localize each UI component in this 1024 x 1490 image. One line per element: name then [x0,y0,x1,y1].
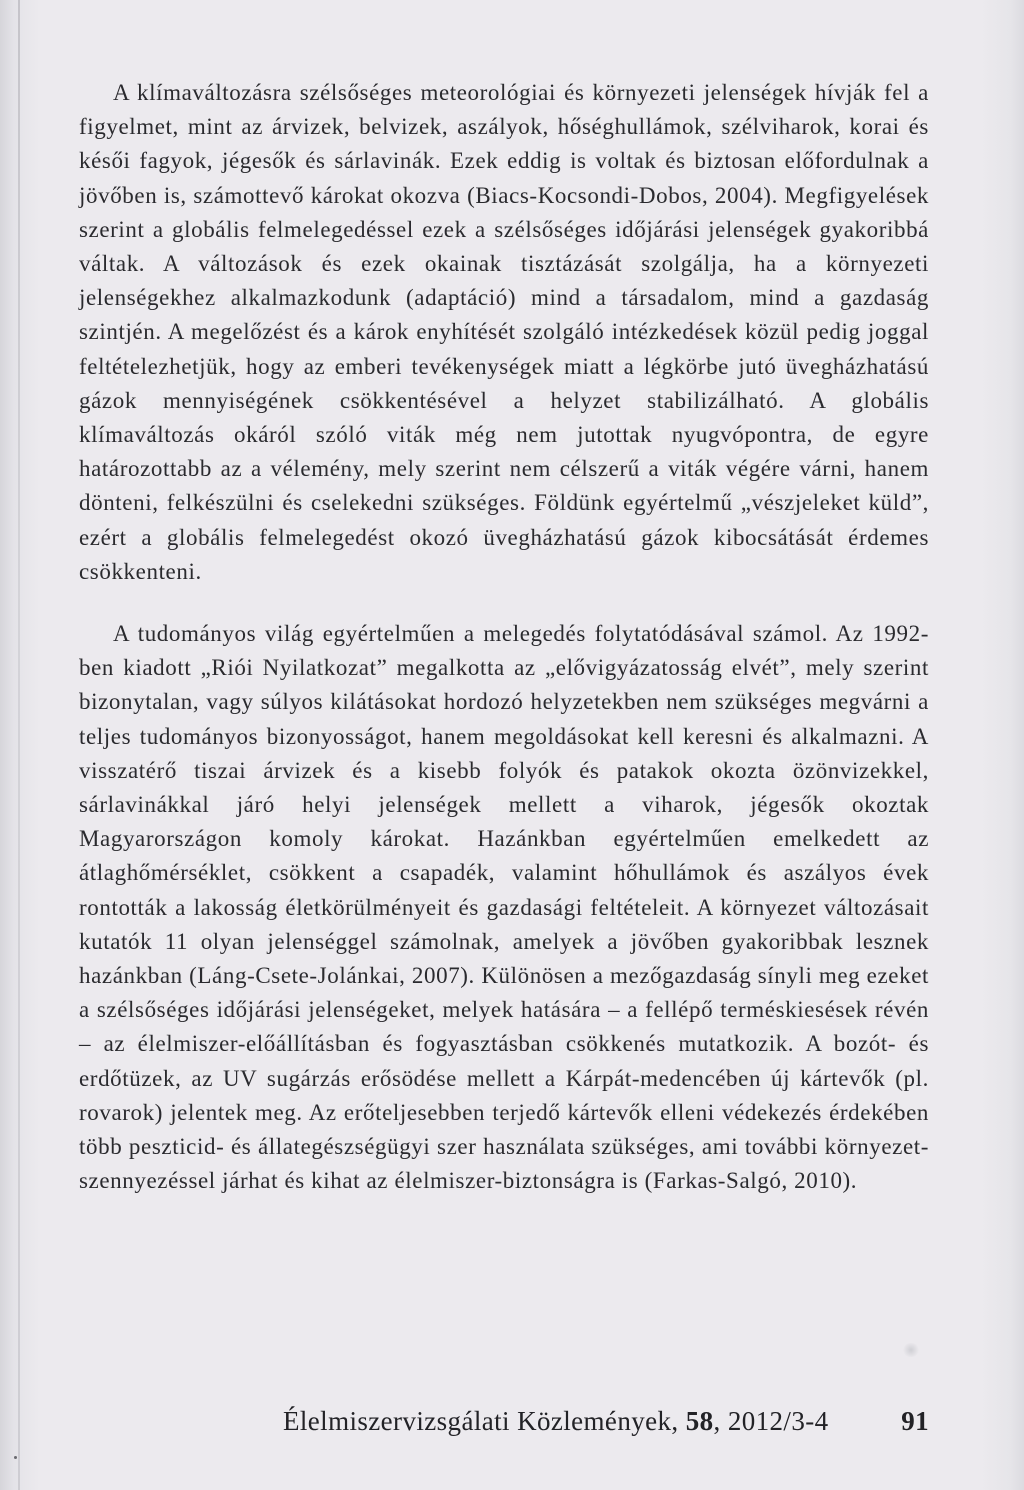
page-footer [283,1406,929,1446]
journal-name: Élelmiszervizsgálati Közlemények, [283,1406,679,1436]
footer-citation [283,1406,829,1437]
page-number: 91 [901,1406,929,1436]
paper-smudge [902,1343,920,1357]
paragraph-1: A klímaváltozásra szélsőséges meteorológiai és környezeti jelenségek hívják fel a figyelmet, mint az árvizek, belvizek, aszályok, hőséghullámok, szélviharok, korai és késői fagyok, jégesők és sárlavinák. Ezek eddig is voltak és biztosan előfordulnak a jövőben is, számottevő károkat okozva (Biacs-Kocsondi-Dobos, 2004). Megfigyelések szerint a globális felmelegedéssel ezek a szélsőséges időjárási jelenségek gyakoribbá váltak. A változások és ezek okainak tisztázását szolgálja, ha a környezeti jelenségekhez alkalmazkodunk (adaptáció) mind a társadalom, mind a gazdaság szintjén. A megelőzést és a károk enyhítését szolgáló intézkedések közül pedig joggal feltételezhetjük, hogy az emberi tevékenységek miatt a légkörbe jutó üvegházhatású gázok mennyiségének csökkentésével a helyzet stabilizálható. A globális klímaváltozás okáról szóló viták még nem jutottak nyugvópontra, de egyre határozottabb az a vélemény, mely szerint nem célszerű a viták végére várni, hanem dönteni, felkészülni és cselekedni szükséges. Földünk egyértelmű „vészjeleket küld”, ezért a globális felmelegedést okozó üvegházhatású gázok kibocsátását érdemes csökkenteni. [79,80,929,584]
article-body [79,76,929,1199]
paragraph-2: A tudományos világ egyértelműen a melegedés folytatódásával számol. Az 1992-ben kiadott „Riói Nyilatkozat” megalkotta az „elővigyázatosság elvét”, mely szerint bizonytalan, vagy súlyos kilátásokat hordozó helyzetekben nem szükséges megvárni a teljes tudományos bizonyosságot, hanem megoldásokat kell keresni és alkalmazni. A visszatérő tiszai árvizek és a kisebb folyók és patakok okozta özönvizekkel, sárlavinákkal járó helyi jelenségek mellett a viharok, jégesők okoztak Magyarországon komoly károkat. Hazánkban egyértelműen emelkedett az átlaghőmérséklet, csökkent a csapadék, valamint hőhullámok és aszályos évek rontották a lakosság életkörülményeit és gazdasági feltételeit. A környezet változásait kutatók 11 olyan jelenséggel számolnak, amelyek a jövőben gyakoribbak lesznek hazánkban (Láng-Csete-Jolánkai, 2007). Különösen a mezőgazdaság sínyli meg ezeket a szélsőséges időjárási jelenségeket, melyek hatására – a fellépő terméskiesések révén – az élelmiszer-előállításban és fogyasztásban csökkenés mutatkozik. A bozót- és erdőtüzek, az UV sugárzás erősödése mellett a Kárpát-medencében új kártevők (pl. rovarok) jelentek meg. Az erőteljesebben terjedő kártevők elleni védekezés érdekében több peszticid- és állategészségügyi szer használata szükséges, ami további környezet-szennyezéssel járhat és kihat az élelmiszer-biztonságra is (Farkas-Salgó, 2010). [79,621,929,1194]
binding-edge [18,0,20,1490]
journal-volume: 58 [685,1406,714,1436]
margin-mark [14,1456,17,1459]
journal-issue: , 2012/3-4 [713,1406,829,1436]
